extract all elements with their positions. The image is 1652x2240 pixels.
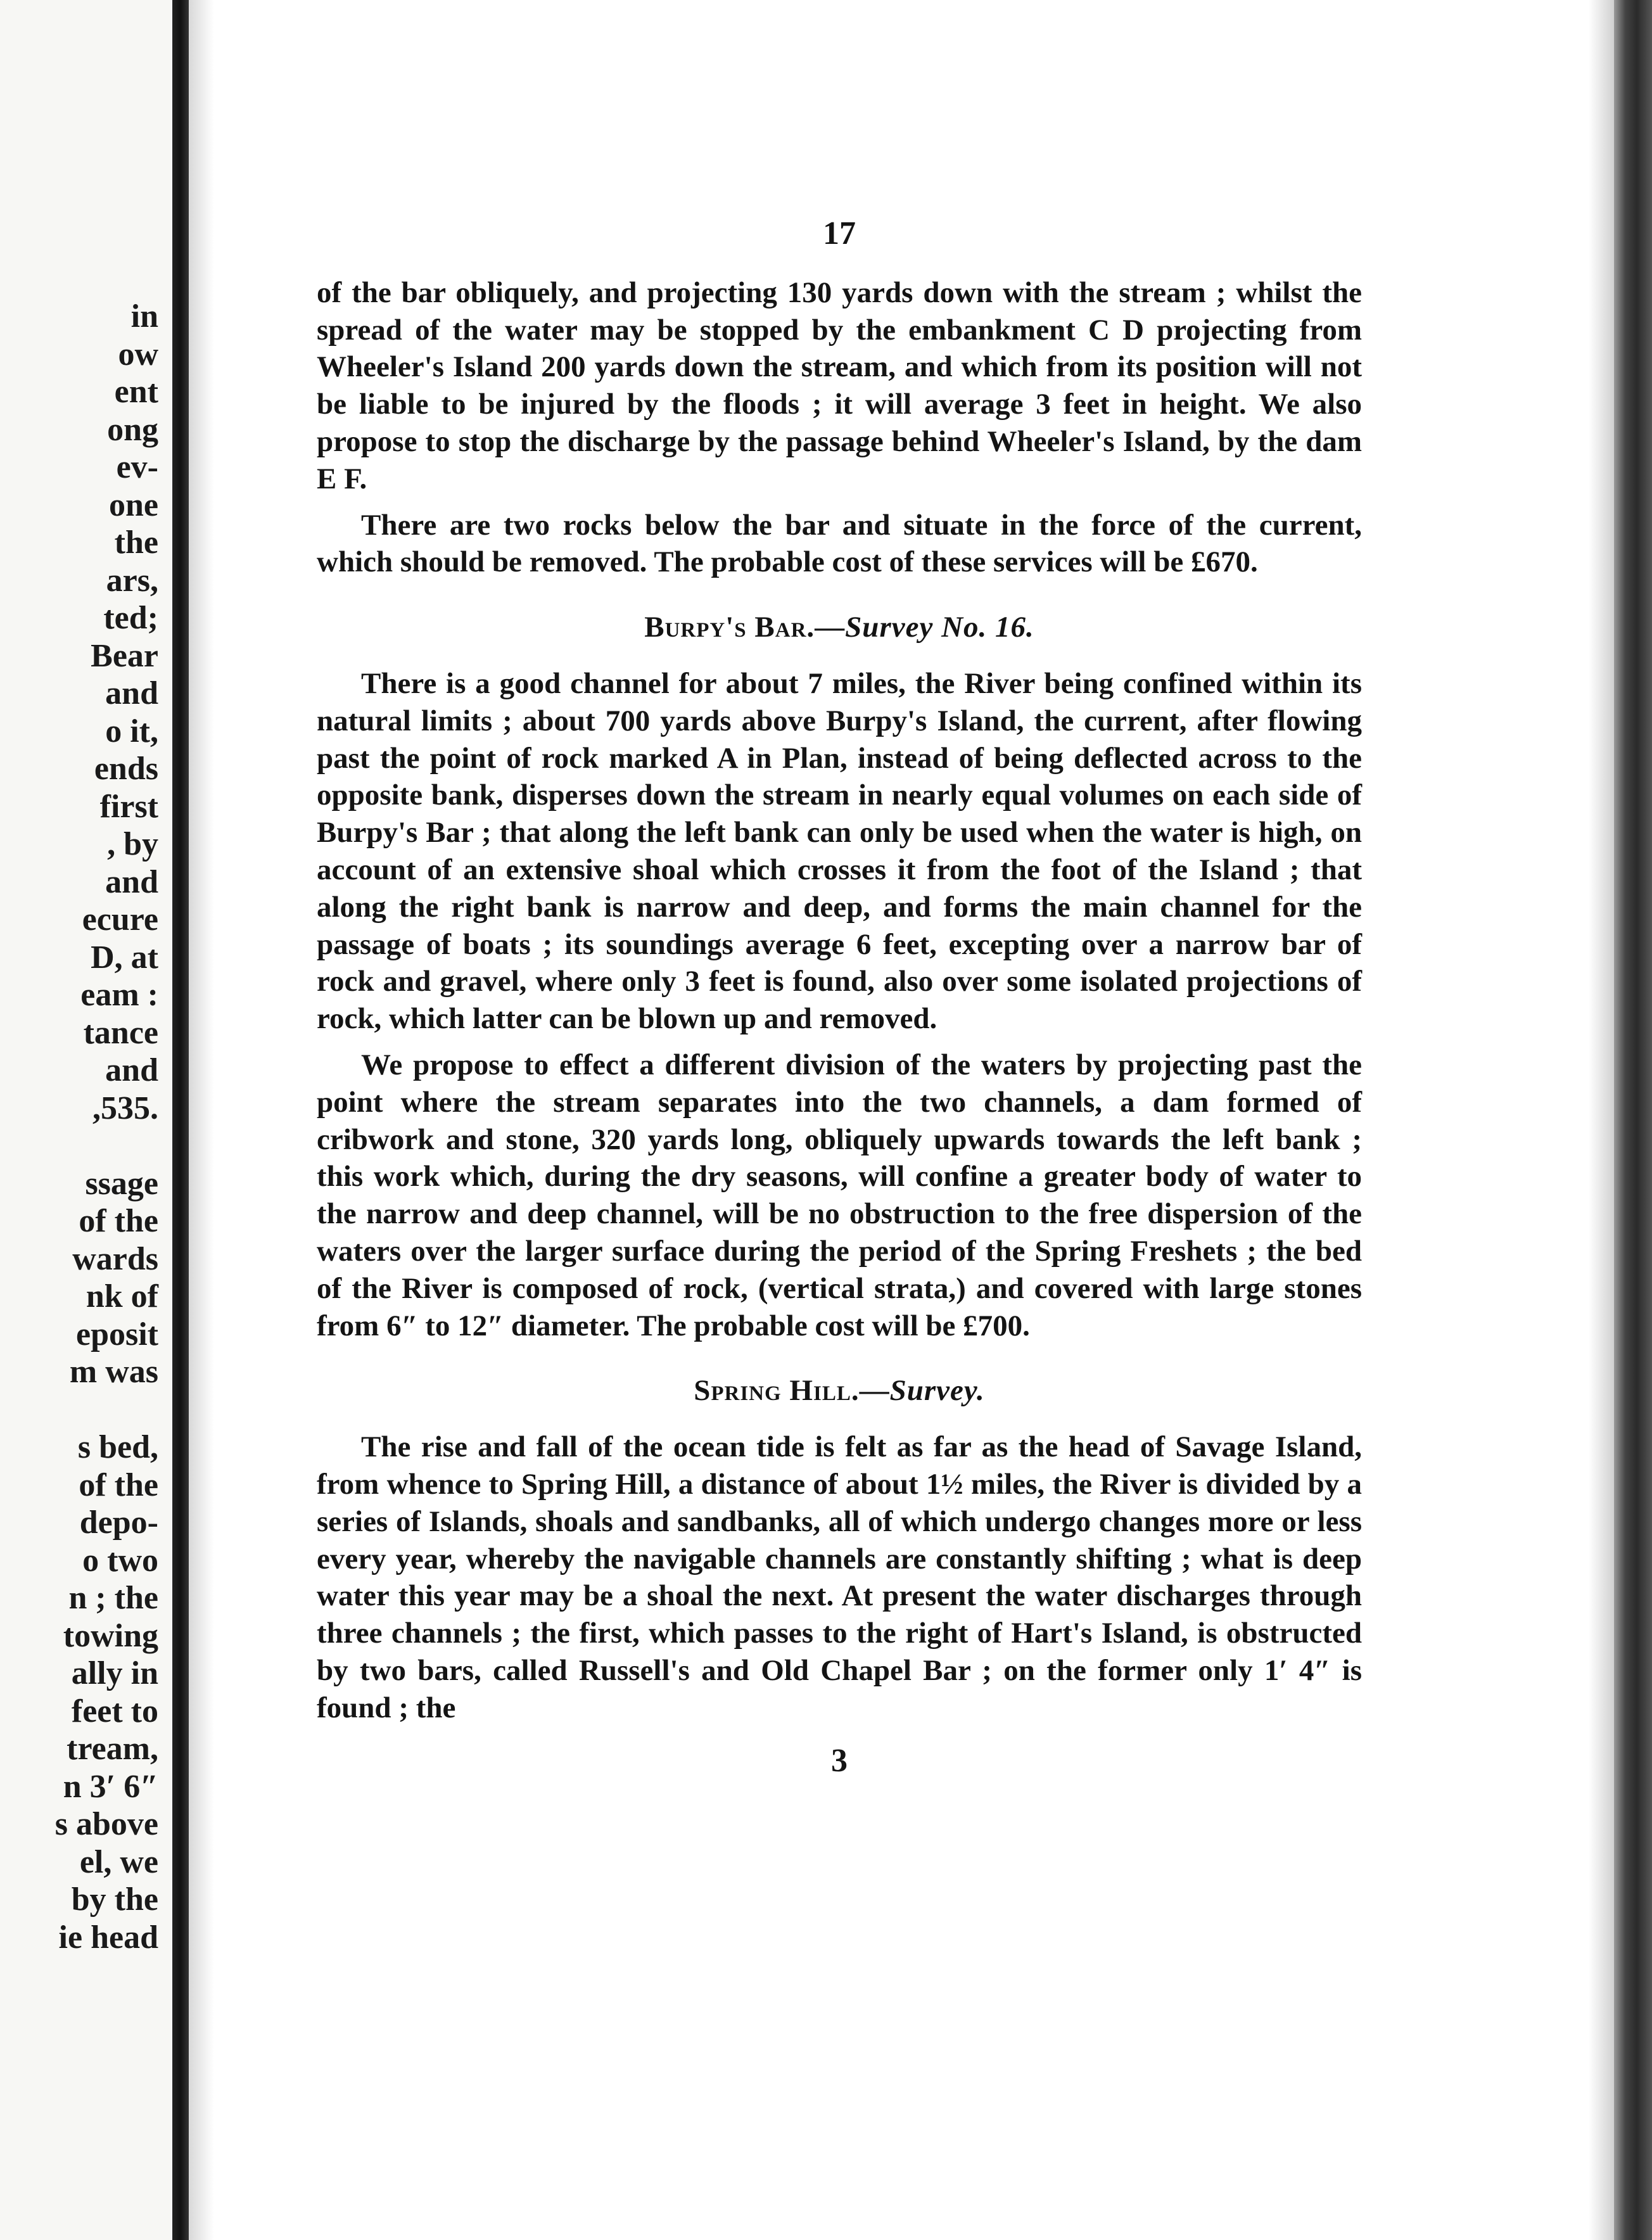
paragraph-5: The rise and fall of the ocean tide is felt as far as the head of Savage Island, from whence to Spring Hill, a distance of about 1½ miles, the River is divided by a series of Islands, shoals and sandbanks, all of which undergo changes more or less every year, whereby the navigable channels are constantly shifting ; what is deep water this year may be a shoal the next. At present the water discharges through three channels ; the first, which passes to the right of Hart's Island, is obstructed by two bars, called Russell's and Old Chapel Bar ; on the former only 1′ 4″ is found ; the bbox=[317, 1430, 1362, 1724]
facing-page-fragment: ev- bbox=[116, 449, 158, 485]
facing-page-fragment: wards bbox=[72, 1240, 158, 1277]
heading-title: Burpy's Bar. bbox=[644, 611, 815, 644]
facing-page-fragment: ted; bbox=[103, 600, 158, 636]
facing-page-fragment: towing bbox=[63, 1617, 158, 1654]
facing-page-fragment: ow bbox=[118, 336, 158, 372]
facing-page-fragment: and bbox=[105, 1052, 158, 1088]
paragraph-2: There are two rocks below the bar and situate in the force of the current, which should be removed. The probable cost of these services will be £670. bbox=[317, 508, 1362, 579]
page-number: 17 bbox=[823, 215, 856, 251]
facing-page-fragment: ssage bbox=[85, 1165, 158, 1202]
facing-page-fragment: ong bbox=[107, 411, 158, 448]
heading-survey: Survey. bbox=[889, 1374, 985, 1408]
gutter-shadow bbox=[189, 0, 214, 2240]
facing-page-fragment: s above bbox=[54, 1806, 158, 1842]
facing-page-fragment: m was bbox=[69, 1354, 158, 1390]
facing-page-fragment: eposit bbox=[76, 1316, 158, 1352]
facing-page-fragment: ends bbox=[94, 751, 158, 787]
facing-page-fragment: o it, bbox=[105, 713, 158, 749]
page-edge bbox=[1614, 0, 1652, 2240]
facing-page-fragment bbox=[0, 1391, 158, 1429]
binding-gutter bbox=[172, 0, 189, 2240]
facing-page-fragment: depo- bbox=[79, 1505, 158, 1541]
paragraph-4: We propose to effect a different division of the waters by projecting past the point where the stream separates into the two channels, a dam formed of cribwork and stone, 320 yards long, obliquely upwards towards the left bank ; this work which, during the dry seasons, will confine a greater body of water to the narrow and deep channel, will be no obstruction to the free dispersion of the waters over the larger surface during the period of the Spring Freshets ; the bed of the River is composed of rock, (vertical strata,) and covered with large stones from 6″ to 12″ diameter. The probable cost will be £700. bbox=[317, 1048, 1362, 1342]
facing-page-fragment: first bbox=[99, 788, 158, 825]
heading-survey: Survey No. 16. bbox=[845, 611, 1034, 644]
facing-page-fragment: ,535. bbox=[92, 1090, 158, 1126]
facing-page-text bbox=[0, 298, 158, 1956]
facing-page-fragment: o two bbox=[82, 1542, 158, 1579]
facing-page-fragment: and bbox=[105, 675, 158, 711]
facing-page-fragment: n 3′ 6″ bbox=[63, 1768, 158, 1805]
paragraph-1: of the bar obliquely, and projecting 130 yards down with the stream ; whilst the spread of the water may be stopped by the embankment C D projecting from Wheeler's Island 200 yards down the stream, and which from its position will not be liable to be injured by the floods ; it will average 3 feet in height. We also propose to stop the discharge by the passage behind Wheeler's Island, by the dam E F. bbox=[317, 276, 1362, 495]
section-heading-burpy: Burpy's Bar.—Survey No. 16. bbox=[644, 611, 1034, 644]
facing-page-fragment: of the bbox=[79, 1203, 158, 1239]
facing-page-fragment: in bbox=[130, 298, 158, 334]
signature-mark: 3 bbox=[831, 1743, 848, 1779]
document-page bbox=[317, 215, 1362, 1780]
edge-shadow bbox=[1589, 0, 1614, 2240]
facing-page-fragment: nk of bbox=[86, 1278, 158, 1314]
facing-page-fragment: and bbox=[105, 863, 158, 900]
facing-page-fragment: ecure bbox=[82, 901, 158, 938]
facing-page-fragment bbox=[0, 1127, 158, 1165]
facing-page-fragment: ally in bbox=[71, 1655, 158, 1691]
paragraph-3: There is a good channel for about 7 miles, the River being confined within its natural limits ; about 700 yards above Burpy's Island, the current, after flowing past the point of rock marked A in Plan, instead of being deflected across to the opposite bank, disperses down the stream in nearly equal volumes on each side of Burpy's Bar ; that along the left bank can only be used when the water is high, on account of an extensive shoal which crosses it from the foot of the Island ; that along the right bank is narrow and deep, and forms the main channel for the passage of boats ; its soundings average 6 feet, excepting over a narrow bar of rock and gravel, where only 3 feet is found, also over some isolated projections of rock, which latter can be blown up and removed. bbox=[317, 666, 1362, 1036]
section-heading-spring: Spring Hill.—Survey. bbox=[694, 1374, 985, 1408]
facing-page-fragment: feet to bbox=[71, 1693, 158, 1729]
facing-page-fragment: D, at bbox=[91, 939, 158, 976]
facing-page-fragment: by the bbox=[71, 1881, 158, 1918]
facing-page-fragment: s bed, bbox=[77, 1429, 158, 1465]
facing-page-fragment: eam : bbox=[80, 977, 158, 1013]
facing-page-fragment: of the bbox=[79, 1467, 158, 1503]
facing-page bbox=[0, 0, 171, 2240]
facing-page-fragment: el, we bbox=[79, 1843, 158, 1880]
facing-page-fragment: n ; the bbox=[68, 1580, 158, 1616]
heading-title: Spring Hill. bbox=[694, 1374, 860, 1408]
facing-page-fragment: ars, bbox=[106, 562, 158, 599]
facing-page-fragment: the bbox=[114, 525, 158, 561]
facing-page-fragment: ent bbox=[114, 374, 158, 410]
facing-page-fragment: , by bbox=[107, 826, 158, 862]
facing-page-fragment: tance bbox=[83, 1014, 158, 1051]
facing-page-fragment: ie head bbox=[58, 1919, 158, 1956]
facing-page-fragment: tream, bbox=[67, 1731, 158, 1767]
facing-page-fragment: Bear bbox=[91, 637, 158, 674]
facing-page-fragment: one bbox=[109, 487, 158, 523]
